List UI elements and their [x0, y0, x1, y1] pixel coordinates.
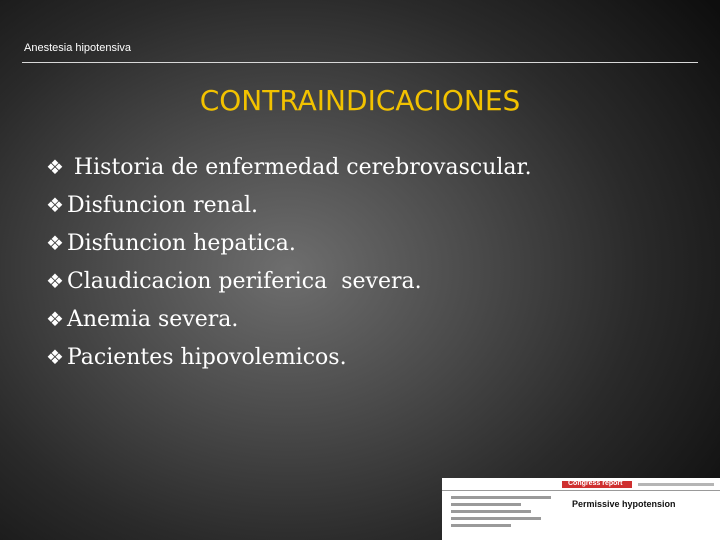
bullet-list	[46, 148, 532, 376]
bullet-text: Claudicacion periferica severa.	[66, 268, 422, 294]
diamond-bullet-icon: ❖	[46, 155, 64, 179]
diamond-bullet-icon: ❖	[46, 231, 64, 255]
header-divider	[22, 62, 698, 63]
article-authors-column	[451, 496, 561, 531]
article-text-line	[451, 517, 541, 520]
list-item	[46, 224, 532, 262]
diamond-bullet-icon: ❖	[46, 269, 64, 293]
diamond-bullet-icon: ❖	[46, 307, 64, 331]
bullet-text: Pacientes hipovolemicos.	[66, 344, 347, 370]
article-banner-text: Congress report	[568, 480, 623, 487]
bullet-text: Historia de enfermedad cerebrovascular.	[66, 154, 532, 180]
article-title: Permissive hypotension	[572, 499, 676, 509]
list-item	[46, 338, 532, 376]
diamond-bullet-icon: ❖	[46, 345, 64, 369]
article-thumbnail	[442, 478, 720, 540]
article-meta	[638, 483, 714, 486]
article-text-line	[451, 524, 511, 527]
slide-header: Anestesia hipotensiva	[24, 42, 132, 54]
bullet-text: Disfuncion hepatica.	[66, 230, 296, 256]
article-divider	[442, 490, 720, 491]
article-text-line	[451, 496, 551, 499]
slide-title: CONTRAINDICACIONES	[199, 84, 521, 117]
list-item	[46, 300, 532, 338]
list-item	[46, 148, 532, 186]
list-item	[46, 186, 532, 224]
list-item	[46, 262, 532, 300]
bullet-text: Disfuncion renal.	[66, 192, 258, 218]
article-text-line	[451, 503, 521, 506]
bullet-text: Anemia severa.	[66, 306, 239, 332]
diamond-bullet-icon: ❖	[46, 193, 64, 217]
article-text-line	[451, 510, 531, 513]
